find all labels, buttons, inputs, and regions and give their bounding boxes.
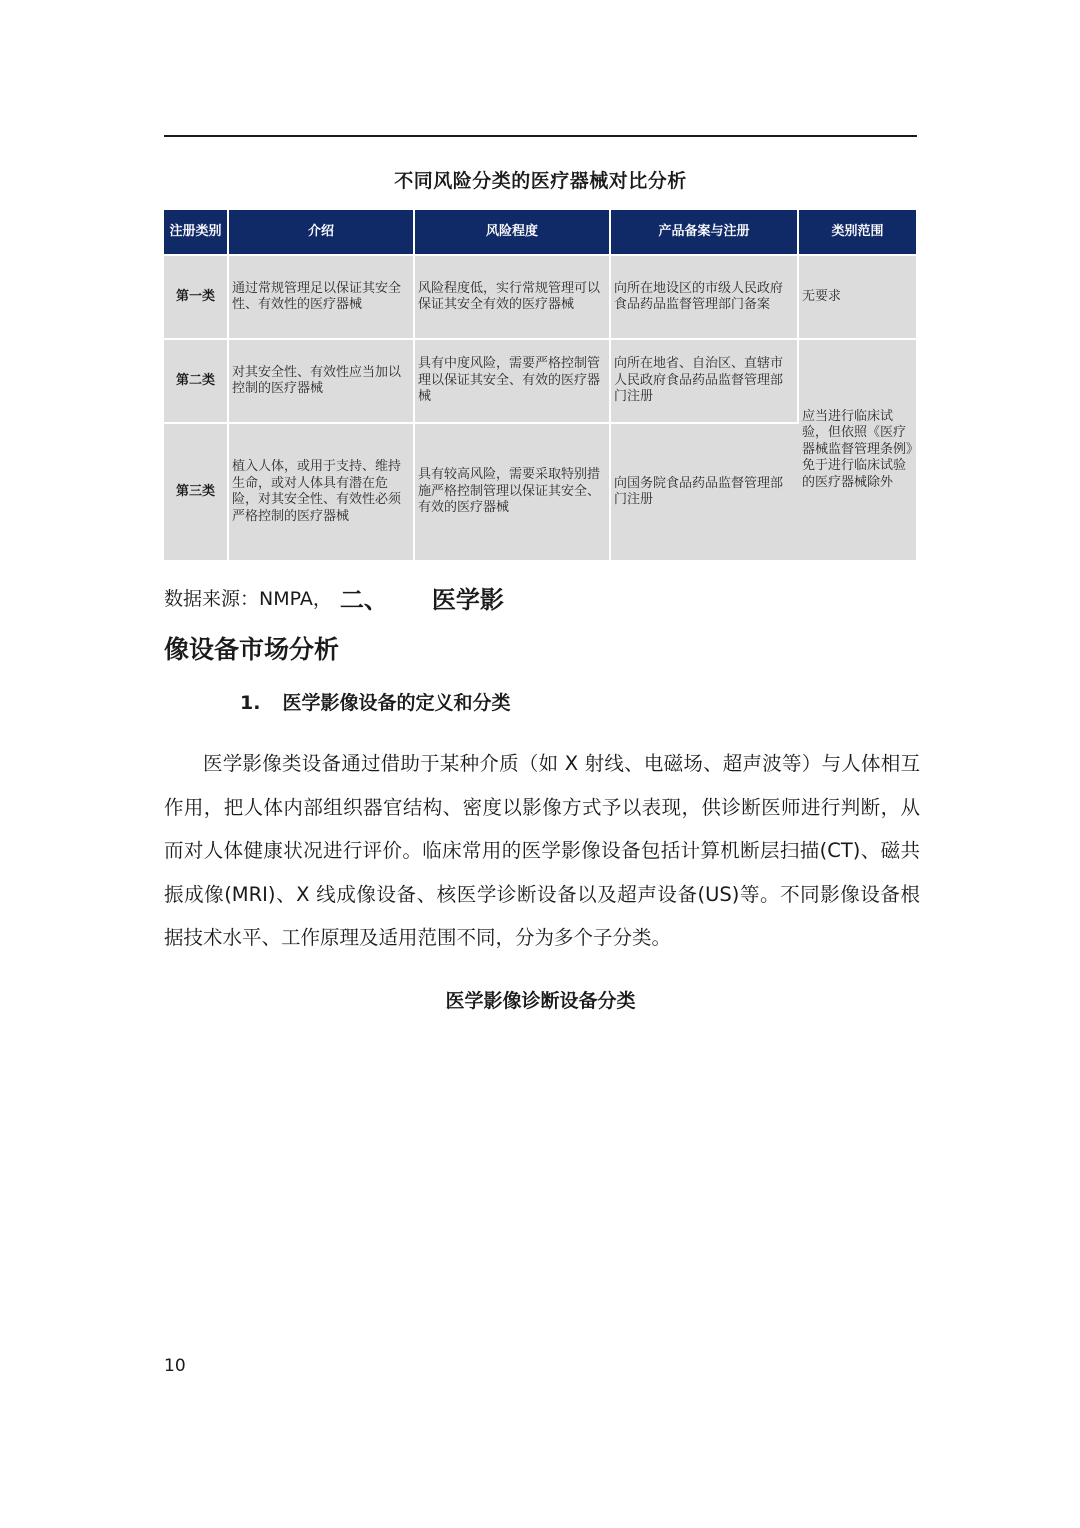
scope-cell: 无要求 (798, 255, 916, 339)
comparison-table (164, 210, 916, 560)
table-header-row (164, 210, 916, 255)
header-risk: 风险程度 (414, 210, 610, 255)
intro-cell: 通过常规管理足以保证其安全性、有效性的医疗器械 (228, 255, 414, 339)
subsection-heading (240, 688, 510, 715)
risk-cell: 具有中度风险，需要严格控制管理以保证其安全、有效的医疗器械 (414, 339, 610, 423)
scope-cell: 应当进行临床试验，但依照《医疗器械监督管理条例》免于进行临床试验的医疗器械除外 (798, 339, 916, 560)
header-registration: 产品备案与注册 (610, 210, 798, 255)
risk-cell: 具有较高风险，需要采取特别措施严格控制管理以保证其安全、有效的医疗器械 (414, 423, 610, 560)
header-scope: 类别范围 (798, 210, 916, 255)
category-cell: 第二类 (164, 339, 228, 423)
header-category: 注册类别 (164, 210, 228, 255)
risk-cell: 风险程度低，实行常规管理可以保证其安全有效的医疗器械 (414, 255, 610, 339)
intro-cell: 植入人体，或用于支持、维持生命，或对人体具有潜在危险，对其安全性、有效性必须严格控制的医疗器械 (228, 423, 414, 560)
registration-cell: 向国务院食品药品监督管理部门注册 (610, 423, 798, 560)
table-row (164, 339, 916, 423)
registration-cell: 向所在地设区的市级人民政府食品药品监督管理部门备案 (610, 255, 798, 339)
figure-title: 医学影像诊断设备分类 (445, 990, 636, 1012)
subsection-title: 医学影像设备的定义和分类 (282, 692, 511, 714)
page-number: 10 (164, 1356, 186, 1376)
data-source: 数据来源：NMPA， (164, 587, 332, 610)
category-cell: 第一类 (164, 255, 228, 339)
intro-cell: 对其安全性、有效性应当加以控制的医疗器械 (228, 339, 414, 423)
registration-cell: 向所在地省、自治区、直辖市人民政府食品药品监督管理部门注册 (610, 339, 798, 423)
subsection-number: 1. (240, 692, 261, 714)
section-title-part2: 像设备市场分析 (164, 635, 340, 664)
table-row (164, 255, 916, 339)
category-cell: 第三类 (164, 423, 228, 560)
section-number: 二、 (339, 585, 388, 614)
header-intro: 介绍 (228, 210, 414, 255)
header-rule (164, 135, 917, 137)
source-line (164, 580, 504, 614)
body-paragraph: 医学影像类设备通过借助于某种介质（如 X 射线、电磁场、超声波等）与人体相互作用，把人体内部组织器官结构、密度以影像方式予以表现，供诊断医师进行判断，从而对人体健康状况进行评价。临床常用的医学影像设备包括计算机断层扫描(CT)、磁共振成像(MRI)、X 线成像设备、核医学诊断设备以及超声设备(US)等。不同影像设备根据技术水平、工作原理及适用范围不同，分为多个子分类。 (164, 752, 920, 949)
table-title: 不同风险分类的医疗器械对比分析 (394, 170, 687, 192)
section-title-part1: 医学影 (431, 585, 504, 614)
